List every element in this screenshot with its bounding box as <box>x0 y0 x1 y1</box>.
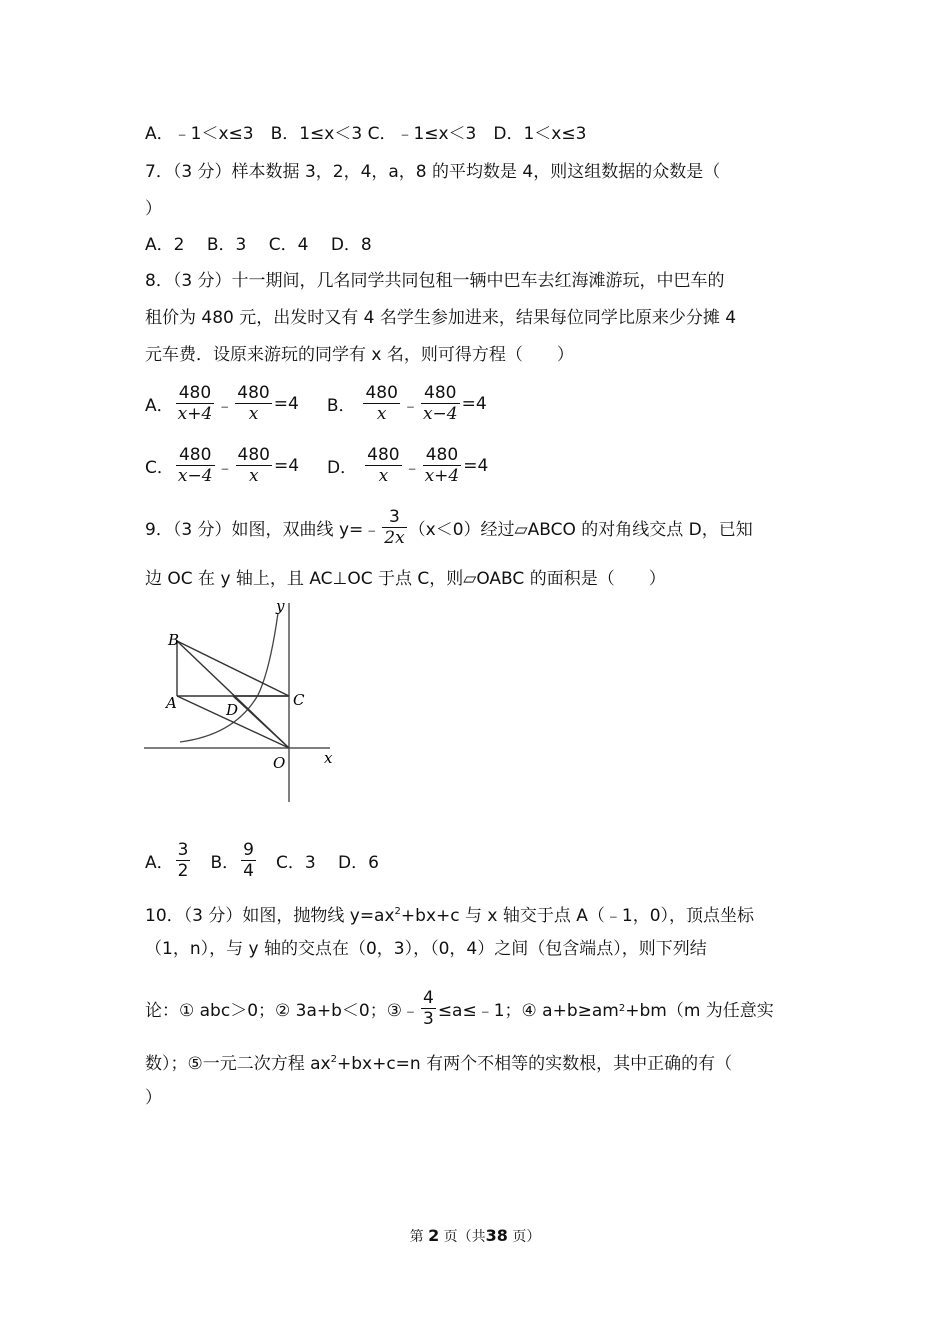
q9-stem-line2: 边 OC 在 y 轴上，且 AC⊥OC 于点 C，则▱OABC 的面积是（ ） <box>145 569 666 589</box>
page-total: 38 <box>485 1226 508 1245</box>
q6-options: A．﹣1＜x≤3 B．1≤x＜3 C．﹣1≤x＜3 D．1＜x≤3 <box>145 124 587 144</box>
q8-option-d-frac2: $\frac{480}{x+4}$ <box>424 445 460 486</box>
q8-options-row1 <box>145 383 487 424</box>
label-x: x <box>324 749 333 767</box>
minus-sign: ﹣ <box>403 458 421 478</box>
q9-figure <box>140 595 350 807</box>
q9-stem-post: （x＜0）经过▱ABCO 的对角线交点 D，已知 <box>408 520 753 540</box>
q9-stem-frac: $\frac{3}{2x}$ <box>384 507 405 548</box>
q8-option-a-rhs: =4 <box>273 393 299 414</box>
minus-sign: ﹣ <box>216 396 234 416</box>
q8-option-c-label: C． <box>145 458 174 478</box>
q8-stem-line3: 元车费．设原来游玩的同学有 x 名，则可得方程（ ） <box>145 345 574 365</box>
label-d: D <box>226 701 239 719</box>
q8-option-b-frac1: $\frac{480}{x}$ <box>365 383 398 424</box>
q10-stem-line1: 10．（3 分）如图，抛物线 $y=ax^2+bx+c$ 与 x 轴交于点 A（﹣1，0），顶点坐标 <box>145 906 755 926</box>
q8-option-b-label: B． <box>326 396 356 416</box>
q10-stem-line2: （1，n），与 y 轴的交点在（0，3），（0，4）之间（包含端点），则下列结 <box>145 939 707 959</box>
q8-option-d-label: D． <box>327 458 358 478</box>
q10-stem-line3: 论：① abc＞0；② 3a+b＜0；③﹣ $\frac{4}{3}$ ≤a≤﹣1；④ a+b≥am 2 +bm（m 为任意实 <box>145 988 774 1029</box>
page-footer: 第 2 页（共38 页） <box>409 1226 541 1245</box>
q8-option-a-label: A． <box>145 396 174 416</box>
q8-stem-line2: 租价为 480 元，出发时又有 4 名学生参加进来，结果每位同学比原来少分摊 4 <box>145 308 737 328</box>
label-a: A <box>166 694 177 712</box>
q7-options: A．2 B．3 C．4 D．8 <box>145 235 372 255</box>
q8-option-b-frac2: $\frac{480}{x-4}$ <box>422 383 458 424</box>
q9-options <box>145 840 379 881</box>
q8-option-b-rhs: =4 <box>461 393 487 414</box>
q9-option-a-label: A． <box>145 853 174 873</box>
q8-option-a-frac2: $\frac{480}{x}$ <box>237 383 270 424</box>
q9-option-a-frac: $\frac{3}{2}$ <box>177 840 189 881</box>
label-b: B <box>168 631 180 649</box>
label-o: O <box>273 754 286 772</box>
q7-stem-line1: 7．（3 分）样本数据 3，2，4，a，8 的平均数是 4，则这组数据的众数是（ <box>145 162 721 182</box>
q9-option-b-frac: $\frac{9}{4}$ <box>243 840 254 881</box>
q7-stem-line2: ） <box>145 199 162 219</box>
q8-option-d-frac1: $\frac{480}{x}$ <box>367 445 400 486</box>
q9-stem-line1 <box>145 507 753 548</box>
q10-stem-line5: ） <box>145 1088 162 1108</box>
q9-stem-pre: 9．（3 分）如图，双曲线 y=﹣ <box>145 520 381 540</box>
q8-option-a-frac1: $\frac{480}{x+4}$ <box>177 383 213 424</box>
q8-option-d-rhs: =4 <box>463 455 489 476</box>
q8-stem-line1: 8．（3 分）十一期间，几名同学共同包租一辆中巴车去红海滩游玩，中巴车的 <box>145 271 725 291</box>
minus-sign: ﹣ <box>216 458 234 478</box>
q8-option-c-frac2: $\frac{480}{x}$ <box>237 445 270 486</box>
page-number: 2 <box>428 1226 440 1245</box>
q10-stem-line4: 数）；⑤一元二次方程 $ax^2+bx+c=n$ 有两个不相等的实数根，其中正确的有（ <box>145 1054 733 1074</box>
minus-sign: ﹣ <box>401 396 419 416</box>
label-c: C <box>293 691 305 709</box>
q9-option-b-label: B． <box>210 853 240 873</box>
segment-do <box>233 696 289 748</box>
q9-options-rest: C．3 D．6 <box>275 853 379 873</box>
q8-options-row2 <box>145 445 488 486</box>
q10-frac: $\frac{4}{3}$ <box>422 988 434 1029</box>
q8-option-c-rhs: =4 <box>273 455 300 476</box>
label-y: y <box>276 597 285 615</box>
q8-option-c-frac1: $\frac{480}{x-4}$ <box>177 445 213 486</box>
